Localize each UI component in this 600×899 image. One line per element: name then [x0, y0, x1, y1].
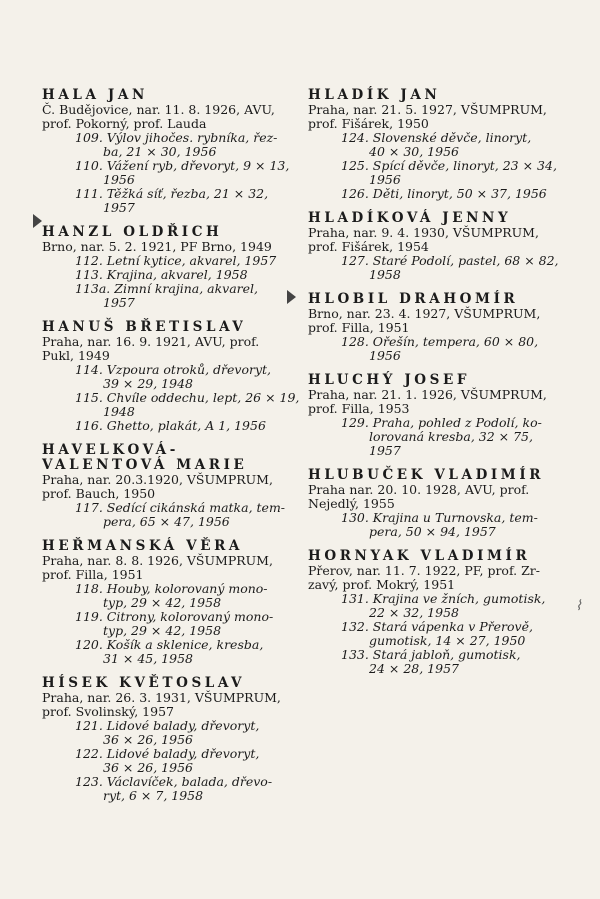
artist-info-line: Praha, nar. 16. 9. 1921, AVU, prof. — [42, 334, 260, 349]
artist-info-line: Praha, nar. 21. 1. 1926, VŠUMPRUM, — [308, 387, 547, 402]
work-line: 36 × 26, 1956 — [103, 732, 193, 747]
work-line: 36 × 26, 1956 — [103, 760, 193, 775]
artist-info-line: Brno, nar. 23. 4. 1927, VŠUMPRUM, — [308, 306, 541, 321]
artist-info-line: prof. Filla, 1951 — [42, 567, 144, 582]
artist-info-line: Pukl, 1949 — [42, 348, 110, 363]
artist-info-line: Praha nar. 20. 10. 1928, AVU, prof. — [308, 482, 530, 497]
margin-pencil-mark: ⌇ — [575, 598, 582, 614]
work-line: 110. Vážení ryb, dřevoryt, 9 × 13, — [75, 158, 290, 173]
work-line: 1956 — [103, 172, 135, 187]
artist-info-line: prof. Filla, 1951 — [308, 320, 410, 335]
work-line: 24 × 28, 1957 — [369, 661, 459, 676]
artist-info-line: Praha, nar. 20.3.1920, VŠUMPRUM, — [42, 472, 273, 487]
artist-info-line: Přerov, nar. 11. 7. 1922, PF, prof. Zr- — [308, 563, 540, 578]
work-line: 40 × 30, 1956 — [369, 144, 459, 159]
artist-info-line: Praha, nar. 8. 8. 1926, VŠUMPRUM, — [42, 553, 273, 568]
artist-entry-hisek — [42, 676, 304, 803]
work-line: 118. Houby, kolorovaný mono- — [75, 581, 268, 596]
artist-entry-hala — [42, 88, 304, 215]
work-line: 130. Krajina u Turnovska, tem- — [341, 510, 538, 525]
work-line: 1958 — [369, 267, 401, 282]
work-line: 121. Lidové balady, dřevoryt, — [75, 718, 260, 733]
work-line: 113a. Zimní krajina, akvarel, — [75, 281, 259, 296]
work-line: 109. Výlov jihočes. rybníka, řez- — [75, 130, 278, 145]
work-line: 31 × 45, 1958 — [103, 651, 193, 666]
work-line: 111. Těžká síť, řezba, 21 × 32, — [75, 186, 269, 201]
artist-name: HÍSEK KVĚTOSLAV — [42, 675, 246, 691]
work-line: lorovaná kresba, 32 × 75, — [369, 429, 533, 444]
artist-info-line: prof. Filla, 1953 — [308, 401, 410, 416]
artist-entry-hlubucek — [308, 468, 562, 539]
work-line: 22 × 32, 1958 — [369, 605, 459, 620]
artist-entry-hlobil — [308, 292, 562, 363]
work-line: 113. Krajina, akvarel, 1958 — [75, 267, 248, 282]
work-line: 1957 — [103, 200, 135, 215]
artist-info-line: prof. Fišárek, 1954 — [308, 239, 429, 254]
artist-name: HAVELKOVÁ- — [42, 442, 179, 458]
margin-marker-icon — [287, 290, 296, 304]
artist-name: HANUŠ BŘETISLAV — [42, 319, 247, 335]
artist-info-line: zavý, prof. Mokrý, 1951 — [308, 577, 456, 592]
work-line: pera, 50 × 94, 1957 — [369, 524, 496, 539]
work-line: typ, 29 × 42, 1958 — [103, 623, 222, 638]
work-line: 116. Ghetto, plakát, A 1, 1956 — [75, 418, 266, 433]
artist-name: HEŘMANSKÁ VĚRA — [42, 538, 243, 554]
works-list — [75, 131, 304, 215]
artist-name: HORNYAK VLADIMÍR — [308, 548, 531, 564]
work-line: 1948 — [103, 404, 135, 419]
work-line: 129. Praha, pohled z Podolí, ko- — [341, 415, 542, 430]
work-line: ryt, 6 × 7, 1958 — [103, 788, 204, 803]
artist-entry-hladik — [308, 88, 562, 201]
works-list — [75, 501, 304, 529]
work-line: 133. Stará jabloň, gumotisk, — [341, 647, 521, 662]
artist-name: HANZL OLDŘICH — [42, 224, 223, 240]
work-line: 117. Sedící cikánská matka, tem- — [75, 500, 286, 515]
work-line: gumotisk, 14 × 27, 1950 — [369, 633, 526, 648]
artist-info-line: Praha, nar. 9. 4. 1930, VŠUMPRUM, — [308, 225, 539, 240]
artist-entry-hornyak — [308, 549, 562, 676]
works-list — [341, 254, 562, 282]
work-line: 127. Staré Podolí, pastel, 68 × 82, — [341, 253, 559, 268]
work-line: 123. Václavíček, balada, dřevo- — [75, 774, 273, 789]
artist-entry-hermanska — [42, 539, 304, 666]
work-line: 1956 — [369, 172, 401, 187]
work-line: 1956 — [369, 348, 401, 363]
work-line: 114. Vzpoura otroků, dřevoryt, — [75, 362, 272, 377]
work-line: 120. Košík a sklenice, kresba, — [75, 637, 264, 652]
works-list — [341, 511, 562, 539]
artist-info-line: prof. Pokorný, prof. Lauda — [42, 116, 207, 131]
works-list — [341, 335, 562, 363]
work-line: 125. Spící děvče, linoryt, 23 × 34, — [341, 158, 557, 173]
artist-info-line: prof. Svolinský, 1957 — [42, 704, 174, 719]
work-line: 122. Lidové balady, dřevoryt, — [75, 746, 260, 761]
work-line: 128. Ořešín, tempera, 60 × 80, — [341, 334, 539, 349]
work-line: pera, 65 × 47, 1956 — [103, 514, 230, 529]
works-list — [341, 592, 562, 676]
artist-info-line: prof. Bauch, 1950 — [42, 486, 156, 501]
artist-info-line: Praha, nar. 21. 5. 1927, VŠUMPRUM, — [308, 102, 547, 117]
artist-name-continued: VALENTOVÁ MARIE — [42, 457, 248, 473]
work-line: 131. Krajina ve žních, gumotisk, — [341, 591, 546, 606]
work-line: typ, 29 × 42, 1958 — [103, 595, 222, 610]
work-line: 1957 — [103, 295, 135, 310]
artist-name: HLOBIL DRAHOMÍR — [308, 291, 519, 307]
work-line: 126. Děti, linoryt, 50 × 37, 1956 — [341, 186, 547, 201]
work-line: 124. Slovenské děvče, linoryt, — [341, 130, 532, 145]
artist-entry-havelkova — [42, 443, 304, 529]
margin-marker-icon — [33, 214, 42, 228]
artist-info-line: Praha, nar. 26. 3. 1931, VŠUMPRUM, — [42, 690, 281, 705]
work-line: 132. Stará vápenka v Přerově, — [341, 619, 533, 634]
artist-name: HLUCHÝ JOSEF — [308, 372, 471, 388]
artist-entry-hluchy — [308, 373, 562, 458]
artist-entry-hanzl — [42, 225, 304, 310]
artist-name: HLADÍKOVÁ JENNY — [308, 210, 512, 226]
artist-name: HLADÍK JAN — [308, 87, 441, 103]
artist-name: HLUBUČEK VLADIMÍR — [308, 467, 545, 483]
artist-info-line: Brno, nar. 5. 2. 1921, PF Brno, 1949 — [42, 239, 272, 254]
artist-entry-hladikova — [308, 211, 562, 282]
work-line: ba, 21 × 30, 1956 — [103, 144, 217, 159]
artist-info-line: prof. Fišárek, 1950 — [308, 116, 429, 131]
work-line: 1957 — [369, 443, 401, 458]
works-list — [75, 719, 304, 803]
works-list — [341, 131, 562, 201]
works-list — [341, 416, 562, 458]
works-list — [75, 254, 304, 310]
artist-info-line: Č. Budějovice, nar. 11. 8. 1926, AVU, — [42, 102, 275, 117]
right-column — [308, 88, 562, 686]
artist-entry-hanus — [42, 320, 304, 433]
work-line: 39 × 29, 1948 — [103, 376, 193, 391]
works-list — [75, 363, 304, 433]
works-list — [75, 582, 304, 666]
artist-info-line: Nejedlý, 1955 — [308, 496, 395, 511]
work-line: 119. Citrony, kolorovaný mono- — [75, 609, 274, 624]
artist-name: HALA JAN — [42, 87, 148, 103]
left-column — [42, 88, 304, 813]
work-line: 112. Letní kytice, akvarel, 1957 — [75, 253, 277, 268]
work-line: 115. Chvíle oddechu, lept, 26 × 19, — [75, 390, 300, 405]
